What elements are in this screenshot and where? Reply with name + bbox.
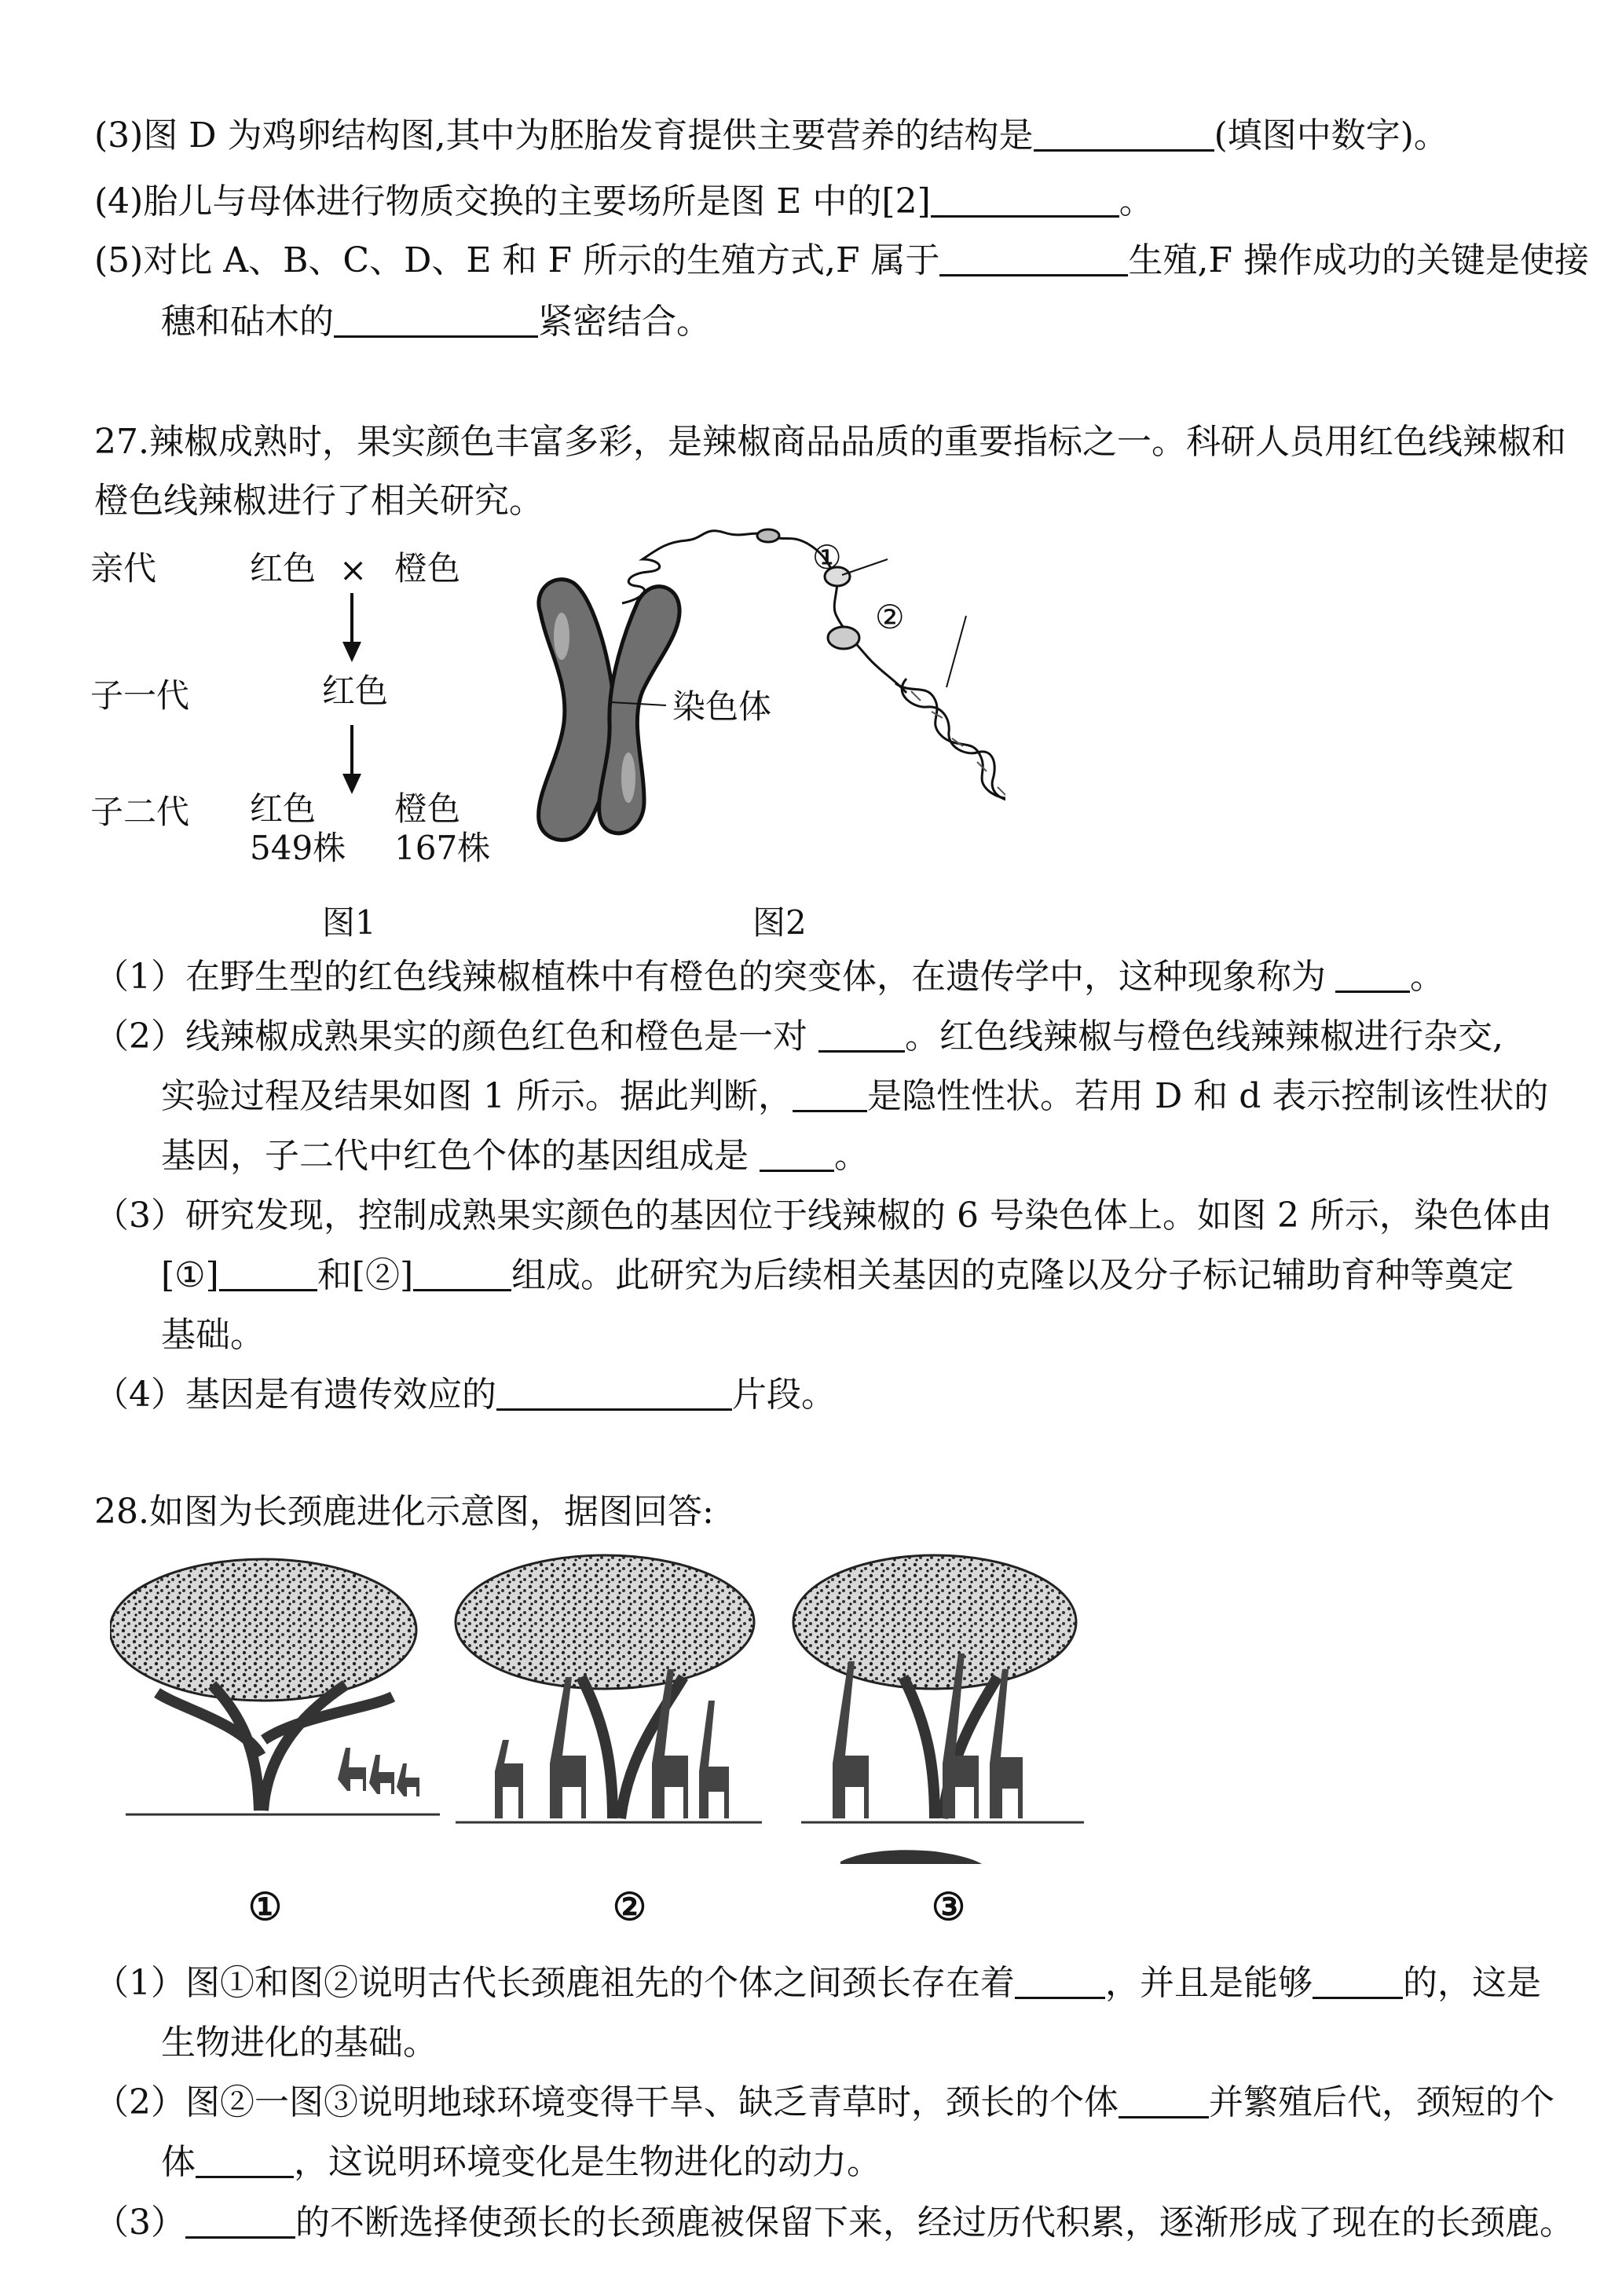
q27-p1-tail: 。	[1410, 957, 1444, 997]
q28-p2b-line	[161, 2139, 881, 2186]
q27-intro-2: 橙色线辣椒进行了相关研究。	[94, 481, 544, 521]
q27-p3b-tail: 组成。此研究为后续相关基因的克隆以及分子标记辅助育种等奠定	[511, 1255, 1514, 1295]
parent-generation-label: 亲代	[90, 549, 157, 588]
q27-p4-text: （4）基因是有遗传效应的	[94, 1375, 496, 1415]
panel-2-scene	[456, 1555, 762, 1822]
q28-p3-line	[94, 2199, 1574, 2247]
q27-p2a-tail: 。红色线辣椒与橙色线辣辣椒进行杂交,	[905, 1016, 1503, 1056]
mark-1: ①	[812, 538, 842, 577]
panel-3-scene	[793, 1555, 1084, 1864]
q28-p1a-tail: 的，这是	[1403, 1963, 1541, 2003]
f2-red: 红色	[250, 789, 317, 828]
q3-blank[interactable]	[1034, 118, 1214, 152]
q5-blank-2[interactable]	[334, 304, 538, 338]
f1-red: 红色	[322, 672, 389, 710]
q4-tail: 。	[1119, 181, 1154, 222]
f1-generation-label: 子一代	[90, 676, 190, 715]
q27-p4-line	[94, 1371, 836, 1419]
q4-line	[94, 178, 1154, 225]
q5-line	[94, 237, 1589, 284]
q28-p3-text: （3）	[94, 2203, 185, 2243]
q27-p3a-line: （3）研究发现，控制成熟果实颜色的基因位于线辣椒的 6 号染色体上。如图 2 所示，染色体由	[94, 1196, 1552, 1236]
q28-p1-blank-1[interactable]	[1015, 1965, 1105, 1999]
q28-p1-blank-2[interactable]	[1313, 1965, 1403, 1999]
q3-line	[94, 112, 1448, 159]
giraffe-evolution-illustration	[110, 1551, 1100, 1881]
q3-tail: (填图中数字)。	[1214, 115, 1448, 156]
q28-p3-tail: 的不断选择使颈长的长颈鹿被保留下来，经过历代积累，逐渐形成了现在的长颈鹿。	[295, 2203, 1574, 2243]
q28-p2-blank-2[interactable]	[196, 2144, 294, 2178]
parent-orange: 橙色	[394, 549, 461, 588]
q5-tail: 生殖,F 操作成功的关键是使接	[1128, 240, 1589, 280]
q4-text: (4)胎儿与母体进行物质交换的主要场所是图 E 中的[2]	[94, 181, 931, 222]
q27-intro-1: 27.辣椒成熟时，果实颜色丰富多彩，是辣椒商品品质的重要指标之一。科研人员用红色线辣椒和	[94, 422, 1566, 462]
f2-red-count: 549株	[250, 829, 346, 867]
chromosome-label: 染色体	[672, 687, 772, 726]
panel-label-3: ③	[932, 1885, 966, 1929]
q27-p3b-mark2: 和[②]	[317, 1255, 414, 1295]
q27-p2c-line	[161, 1133, 869, 1180]
q28-p2a-tail: 并繁殖后代，颈短的个	[1209, 2082, 1554, 2122]
q27-p1-text: （1）在野生型的红色线辣椒植株中有橙色的突变体，在遗传学中，这种现象称为	[94, 957, 1326, 997]
q28-p1a-mid: ，并且是能够	[1105, 1963, 1313, 2003]
q28-p2a-line	[94, 2079, 1554, 2126]
q27-p3c-line: 基础。	[161, 1315, 265, 1355]
figure-2-caption: 图2	[752, 903, 807, 942]
q27-p2c-tail: 。	[834, 1136, 869, 1176]
q27-p4-tail: 片段。	[732, 1375, 836, 1415]
q27-p2-blank-3[interactable]	[760, 1138, 834, 1172]
q28-p1a-text: （1）图①和图②说明古代长颈鹿祖先的个体之间颈长存在着	[94, 1963, 1015, 2003]
f2-generation-label: 子二代	[90, 793, 190, 831]
q28-p2-blank-1[interactable]	[1119, 2085, 1209, 2118]
q27-p2b-text: 实验过程及结果如图 1 所示。据此判断，	[161, 1076, 793, 1116]
panel-label-1: ①	[248, 1885, 283, 1929]
q27-p3-blank-1[interactable]	[219, 1258, 317, 1291]
q28-p1a-line	[94, 1960, 1541, 2007]
figure-1-caption: 图1	[322, 903, 376, 942]
q5b-tail: 紧密结合。	[538, 302, 711, 342]
q28-p2b-text: 体	[161, 2142, 196, 2182]
q27-p2b-line	[161, 1073, 1548, 1120]
q27-p1-blank[interactable]	[1335, 959, 1410, 993]
q4-blank[interactable]	[931, 184, 1119, 218]
q27-p3b-mark1: [①]	[161, 1255, 219, 1295]
q27-p2-blank-2[interactable]	[793, 1078, 867, 1112]
q27-p2c-text: 基因，子二代中红色个体的基因组成是	[161, 1136, 749, 1176]
q27-p3-blank-2[interactable]	[413, 1258, 511, 1291]
cross-symbol: ×	[339, 551, 368, 589]
q27-p2-blank-1[interactable]	[818, 1019, 905, 1053]
panel-1-scene	[110, 1559, 440, 1814]
panel-label-2: ②	[613, 1885, 647, 1929]
q28-p2b-tail: ，这说明环境变化是生物进化的动力。	[294, 2142, 881, 2182]
q5-blank-1[interactable]	[939, 243, 1128, 276]
q27-p2a-text: （2）线辣椒成熟果实的颜色红色和橙色是一对	[94, 1016, 807, 1056]
q28-p2a-text: （2）图②一图③说明地球环境变得干旱、缺乏青草时，颈长的个体	[94, 2082, 1119, 2122]
q5b-text: 穗和砧木的	[161, 302, 334, 342]
q28-p3-blank[interactable]	[185, 2205, 295, 2239]
q27-p3b-line	[161, 1252, 1514, 1299]
q27-p4-blank[interactable]	[496, 1377, 732, 1411]
q3-text: (3)图 D 为鸡卵结构图,其中为胚胎发育提供主要营养的结构是	[94, 115, 1034, 156]
q27-p2b-tail: 是隐性性状。若用 D 和 d 表示控制该性状的	[866, 1076, 1549, 1116]
f2-orange: 橙色	[394, 789, 461, 828]
q5b-line	[161, 298, 711, 346]
parent-red: 红色	[250, 549, 317, 588]
q5-text: (5)对比 A、B、C、D、E 和 F 所示的生殖方式,F 属于	[94, 240, 940, 280]
q28-p1b-line: 生物进化的基础。	[161, 2023, 438, 2063]
q28-intro: 28.如图为长颈鹿进化示意图，据图回答:	[94, 1492, 714, 1532]
mark-2: ②	[875, 598, 905, 636]
q27-p2a-line	[94, 1013, 1503, 1060]
q27-p1-line	[94, 954, 1444, 1001]
f2-orange-count: 167株	[394, 829, 491, 867]
